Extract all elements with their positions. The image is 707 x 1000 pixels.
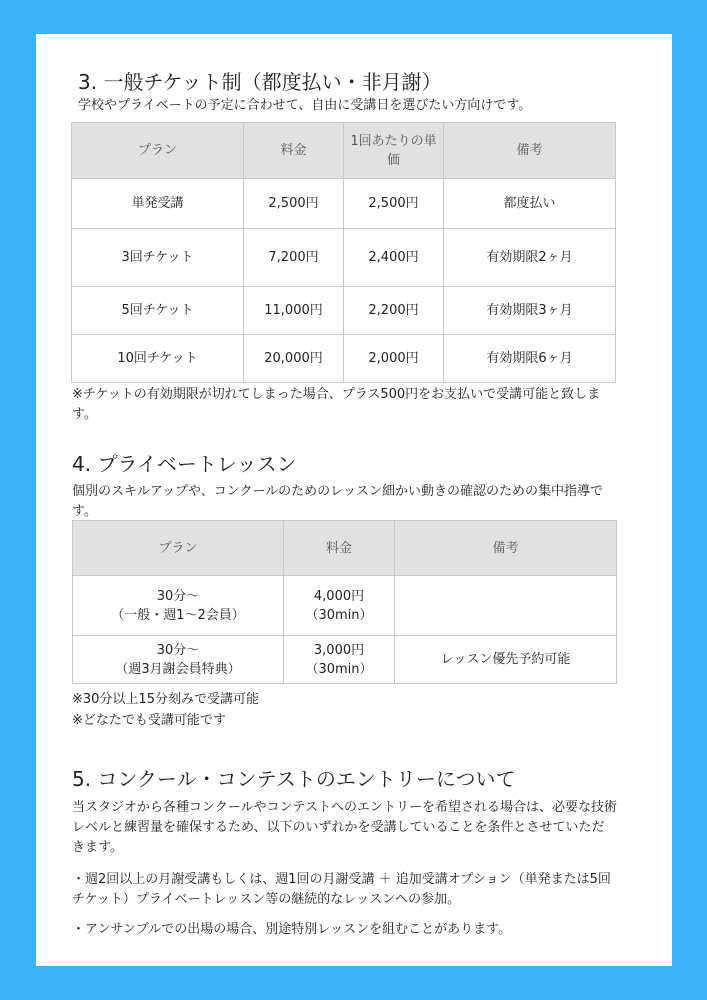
section-4-note-2: ※どなたでも受講可能です (72, 713, 226, 728)
cell-unit-price: 2,400円 (344, 229, 444, 287)
cell-plan: 30分〜 （一般・週1〜2会員） (73, 576, 284, 636)
cell-plan: 10回チケット (72, 335, 244, 383)
cell-price: 20,000円 (244, 335, 344, 383)
table-row (72, 229, 616, 287)
cell-price: 3,000円 （30min） (284, 636, 395, 684)
ticket-price-table (71, 122, 616, 383)
private-lesson-table (72, 520, 617, 684)
header-price: 料金 (284, 521, 395, 576)
section-3-title: 3. 一般チケット制（都度払い・非月謝） (78, 70, 442, 94)
table-row (73, 636, 617, 684)
header-plan: プラン (73, 521, 284, 576)
section-4-note-1: ※30分以上15分刻みで受講可能 (72, 692, 259, 707)
cell-plan: 30分〜 （週3月謝会員特典） (73, 636, 284, 684)
header-remarks: 備考 (444, 123, 616, 179)
cell-price: 11,000円 (244, 287, 344, 335)
section-4-title: 4. プライベートレッスン (72, 452, 297, 476)
cell-price: 4,000円 （30min） (284, 576, 395, 636)
header-remarks: 備考 (395, 521, 617, 576)
section-5-paragraph-3: ・アンサンブルでの出場の場合、別途特別レッスンを組むことがあります。 (72, 922, 512, 937)
cell-price: 2,500円 (244, 179, 344, 229)
table-row (73, 576, 617, 636)
cell-unit-price: 2,200円 (344, 287, 444, 335)
table-header-row (72, 123, 616, 179)
cell-remarks: 有効期限6ヶ月 (444, 335, 616, 383)
table-row (72, 179, 616, 229)
cell-plan: 5回チケット (72, 287, 244, 335)
table-header-row (73, 521, 617, 576)
cell-price: 7,200円 (244, 229, 344, 287)
table-row (72, 287, 616, 335)
cell-unit-price: 2,000円 (344, 335, 444, 383)
cell-unit-price: 2,500円 (344, 179, 444, 229)
cell-remarks (395, 576, 617, 636)
cell-remarks: レッスン優先予約可能 (395, 636, 617, 684)
cell-remarks: 有効期限3ヶ月 (444, 287, 616, 335)
section-5-paragraph-1: 当スタジオから各種コンクールやコンテストへのエントリーを希望される場合は、必要な技術レベルと練習量を確保するため、以下のいずれかを受講していることを条件とさせていただきます。 (72, 800, 617, 855)
cell-remarks: 有効期限2ヶ月 (444, 229, 616, 287)
cell-remarks: 都度払い (444, 179, 616, 229)
cell-plan: 3回チケット (72, 229, 244, 287)
table-row (72, 335, 616, 383)
section-5-title: 5. コンクール・コンテストのエントリーについて (72, 767, 516, 791)
section-4-description: 個別のスキルアップや、コンクールのためのレッスン細かい動きの確認のための集中指導です。 (72, 484, 604, 519)
cell-plan: 単発受講 (72, 179, 244, 229)
header-plan: プラン (72, 123, 244, 179)
section-3-description: 学校やプライベートの予定に合わせて、自由に受講日を選びたい方向けです。 (78, 98, 532, 113)
section-5-paragraph-2: ・週2回以上の月謝受講もしくは、週1回の月謝受講 ＋ 追加受講オプション（単発または5回チケット）プライベートレッスン等の継続的なレッスンへの参加。 (72, 872, 611, 907)
header-price: 料金 (244, 123, 344, 179)
document-page (36, 34, 672, 966)
section-3-note: ※チケットの有効期限が切れてしまった場合、プラス500円をお支払いで受講可能と致します。 (72, 387, 601, 422)
header-unit-price: 1回あたりの単価 (344, 123, 444, 179)
